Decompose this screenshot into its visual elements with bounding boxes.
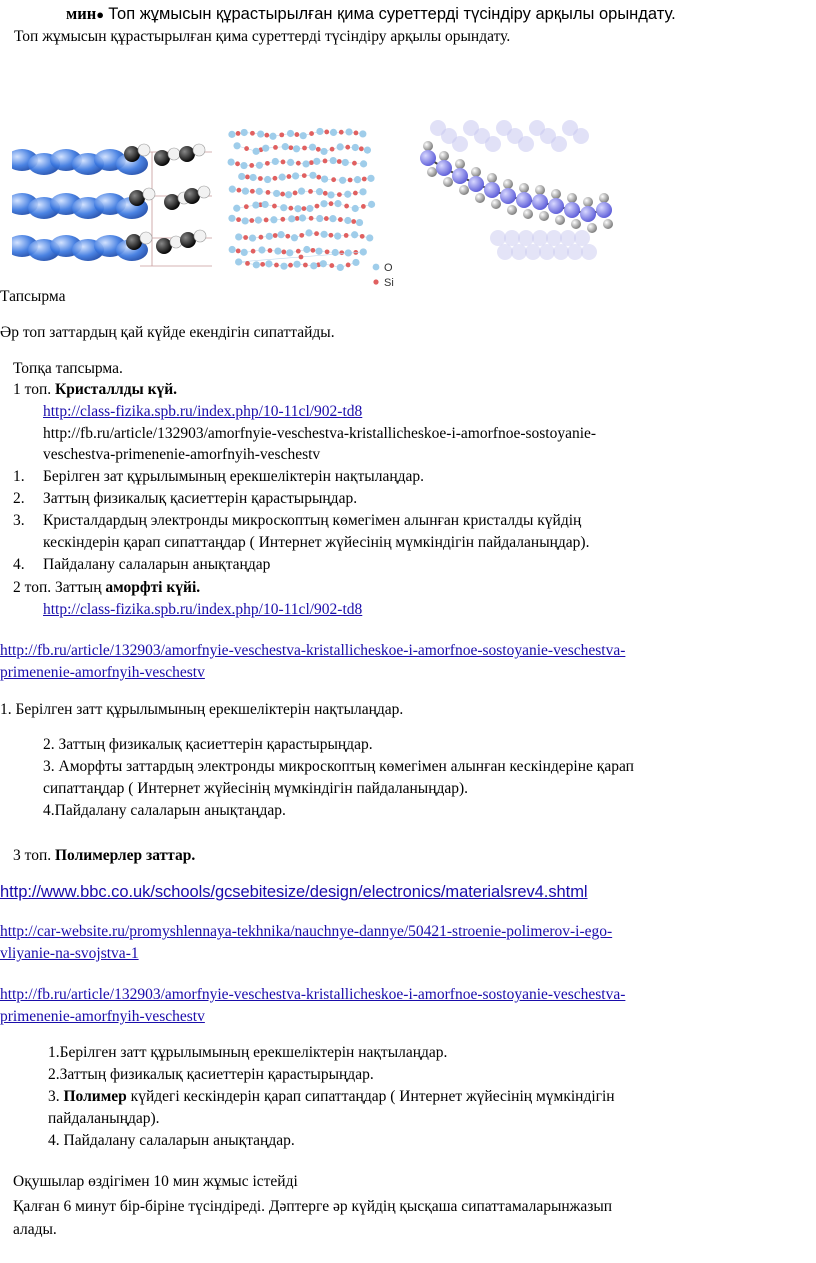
- group3-link-fb-line2[interactable]: primenenie-amorfnyih-veschestv: [0, 1008, 205, 1025]
- header-bold-word: мин: [66, 4, 97, 23]
- group3-heading: [13, 846, 195, 866]
- group2-link-fb-line2[interactable]: primenenie-amorfnyih-veschestv: [0, 664, 205, 681]
- group3-item-3-prefix: 3.: [48, 1088, 64, 1105]
- group3-item-4: 4. Пайдалану салаларын анықтаңдар.: [48, 1132, 295, 1149]
- header-subtitle: Топ жұмысын құрастырылған қима суреттерді түсіндіру арқылы орындату.: [14, 28, 511, 45]
- group1-item-number: 4.: [13, 556, 25, 573]
- group3-link-car-line2[interactable]: vliyanie-na-svojstva-1: [0, 945, 139, 962]
- group1-prefix: 1 топ.: [13, 381, 55, 398]
- oxygen-legend-dot: [373, 264, 380, 271]
- crystal-structure-figure: [12, 138, 212, 270]
- group3-item-1: 1.Берілген затт құрылымының ерекшеліктерін нақтылаңдар.: [48, 1044, 448, 1061]
- group1-item-number: 3.: [13, 512, 25, 529]
- group1-item-number: 1.: [13, 468, 25, 485]
- group1-title: Кристаллды күй.: [55, 381, 178, 398]
- silicon-legend-label: Si: [384, 277, 394, 289]
- group3-item-3-bold: Полимер: [63, 1088, 127, 1105]
- group1-item-text: Кристалдардың электронды микроскоптың көмегімен алынған кристалды күйдің: [43, 512, 582, 529]
- group1-link-fb-line2[interactable]: veschestva-primenenie-amorfnyih-veschestv: [43, 446, 321, 463]
- group2-item-3: 3. Аморфты заттардың электронды микроскоптың көмегімен алынған кескіндеріне қарап: [43, 758, 634, 775]
- group2-prefix: 2 топ. Заттың: [13, 579, 106, 596]
- group3-item-3: [48, 1087, 615, 1107]
- group1-link-fb-line1[interactable]: http://fb.ru/article/132903/amorfnyie-veschestva-kristallicheskoe-i-amorfnoe-sostoyanie-: [43, 425, 597, 442]
- footer-line-1: Оқушылар өздігімен 10 мин жұмыс істейді: [13, 1173, 298, 1190]
- group2-title: аморфті күйі.: [105, 579, 201, 596]
- header-title-line: [66, 4, 676, 25]
- group3-title: Полимерлер заттар.: [55, 847, 196, 864]
- group-task-label: Топқа тапсырма.: [13, 360, 123, 377]
- footer-line-3: алады.: [13, 1221, 57, 1238]
- group1-heading: [13, 380, 177, 400]
- group2-item-1: 1. Берілген затт құрылымының ерекшеліктерін нақтылаңдар.: [0, 701, 404, 718]
- silicon-legend-dot: [373, 279, 378, 284]
- group2-item-2: 2. Заттың физикалық қасиеттерін қарастырыңдар.: [43, 736, 373, 753]
- group2-heading: [13, 578, 200, 598]
- group3-link-fb-line1[interactable]: http://fb.ru/article/132903/amorfnyie-veschestva-kristallicheskoe-i-amorfnoe-sostoyanie-veschestva-: [0, 986, 626, 1003]
- group1-link-class-fizika[interactable]: http://class-fizika.spb.ru/index.php/10-11cl/902-td8: [43, 403, 363, 420]
- header-title: Топ жұмысын құрастырылған қима суреттерді түсіндіру арқылы орындату.: [108, 5, 676, 23]
- oxygen-legend-label: O: [384, 262, 393, 274]
- group1-item-number: 2.: [13, 490, 25, 507]
- group3-item-3-cont: пайдаланыңдар).: [48, 1110, 160, 1127]
- group2-item-4: 4.Пайдалану салаларын анықтаңдар.: [43, 802, 286, 819]
- task-description: Әр топ заттардың қай күйде екендігін сипаттайды.: [0, 324, 335, 341]
- bullet-icon: ●: [96, 7, 105, 22]
- group2-link-class-fizika[interactable]: http://class-fizika.spb.ru/index.php/10-11cl/902-td8: [43, 601, 363, 618]
- group3-item-2: 2.Заттың физикалық қасиеттерін қарастырыңдар.: [48, 1066, 374, 1083]
- polymer-chain-figure: [418, 118, 614, 286]
- group1-item-text: Берілген зат құрылымының ерекшеліктерін нақтылаңдар.: [43, 468, 425, 485]
- group2-item-3-cont: сипаттаңдар ( Интернет жүйесінің мүмкіндігін пайдаланыңдар).: [43, 780, 469, 797]
- group3-prefix: 3 топ.: [13, 847, 55, 864]
- group2-link-fb-line1[interactable]: http://fb.ru/article/132903/amorfnyie-veschestva-kristallicheskoe-i-amorfnoe-sostoyanie-veschestva-: [0, 642, 626, 659]
- group3-item-3-rest: күйдегі кескіндерін қарап сипаттаңдар ( Интернет жүйесінің мүмкіндігін: [126, 1088, 615, 1105]
- group1-item-text: Заттың физикалық қасиеттерін қарастырыңдар.: [43, 490, 358, 507]
- group1-item-text-cont: кескіндерін қарап сипаттаңдар ( Интернет жүйесінің мүмкіндігін пайдаланыңдар).: [43, 534, 590, 551]
- group1-item-text: Пайдалану салаларын анықтаңдар: [43, 556, 271, 573]
- amorphous-network-figure: [218, 122, 400, 290]
- task-heading: Тапсырма: [0, 288, 66, 305]
- group3-link-bbc[interactable]: http://www.bbc.co.uk/schools/gcsebitesize/design/electronics/materialsrev4.shtml: [0, 883, 588, 901]
- footer-line-2: Қалған 6 минут бір-біріне түсіндіреді. Дәптерге әр күйдің қысқаша сипаттамаларынжазып: [13, 1198, 613, 1215]
- group3-link-car-line1[interactable]: http://car-website.ru/promyshlennaya-tekhnika/nauchnye-dannye/50421-stroenie-polimerov-i-ego-: [0, 923, 613, 940]
